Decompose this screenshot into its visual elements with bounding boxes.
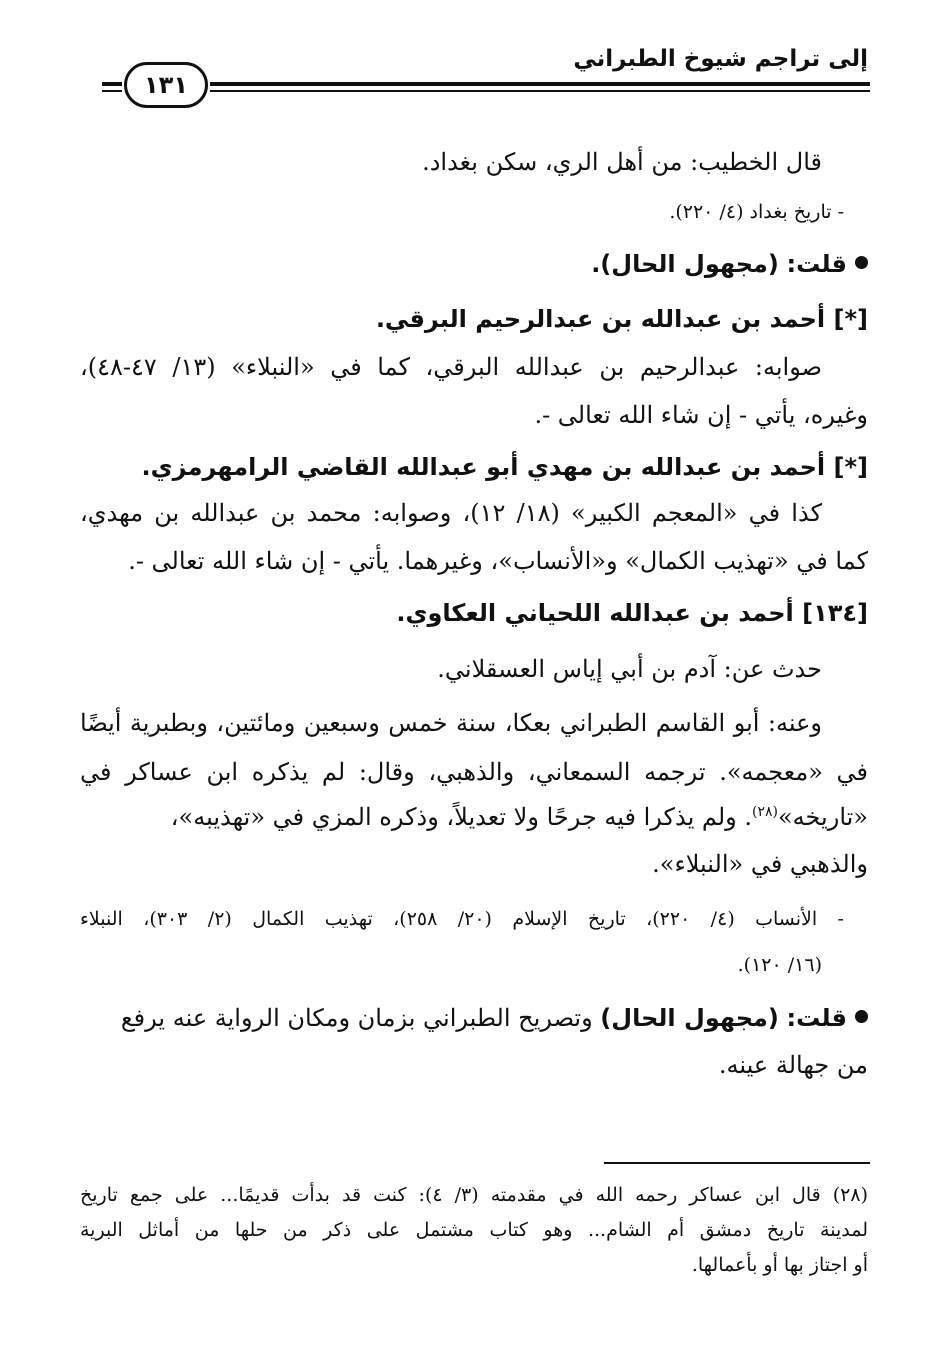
footnote-line: لمدينة تاريخ دمشق أم الشام... وهو كتاب مشتمل على ذكر من حلها من أماثل البرية [80, 1219, 868, 1241]
comment-text: وتصريح الطبراني بزمان ومكان الرواية عنه يرفع [120, 1004, 593, 1032]
reference-line: - الأنساب (٤/ ٢٢٠)، تاريخ الإسلام (٢٠/ ٢٥٨)، تهذيب الكمال (٢/ ٣٠٣)، النبلاء [80, 908, 844, 930]
text-line [80, 805, 868, 829]
text-line: حدث عن: آدم بن أبي إياس العسقلاني. [437, 655, 822, 683]
footnote-ref: (٢٨) [752, 804, 778, 820]
comment-line [80, 1006, 868, 1030]
comment-line [591, 252, 868, 276]
entry-heading: [*] أحمد بن عبدالله بن عبدالرحيم البرقي. [375, 305, 868, 333]
entry-heading: [*] أحمد بن عبدالله بن مهدي أبو عبدالله القاضي الرامهرمزي. [141, 453, 868, 481]
text-line: كما في «تهذيب الكمال» و«الأنساب»، وغيرهما. يأتي - إن شاء الله تعالى -. [128, 547, 868, 575]
text-run: «تاريخه» [778, 803, 868, 831]
text-line: وعنه: أبو القاسم الطبراني بعكا، سنة خمس وسبعين ومائتين، وبطبرية أيضًا [80, 709, 822, 737]
footnote-rule [604, 1162, 870, 1164]
footnote-line: أو اجتاز بها أو بأعمالها. [691, 1254, 868, 1276]
text-line: كذا في «المعجم الكبير» (١٨/ ١٢)، وصوابه: محمد بن عبدالله بن مهدي، [80, 499, 822, 527]
bullet-icon [855, 1010, 868, 1023]
comment-text: (مجهول الحال). [591, 250, 779, 278]
text-line: قال الخطيب: من أهل الري، سكن بغداد. [422, 148, 822, 176]
running-title: إلى تراجم شيوخ الطبراني [573, 46, 868, 72]
footnote-line: (٢٨) قال ابن عساكر رحمه الله في مقدمته (٣/ ٤): كنت قد بدأت قديمًا... على جمع تاريخ [80, 1184, 868, 1206]
text-line: والذهبي في «النبلاء». [652, 850, 868, 878]
reference-line: - تاريخ بغداد (٤/ ٢٢٠). [669, 201, 844, 223]
comment-label: قلت: [786, 1004, 847, 1032]
text-line: من جهالة عينه. [718, 1051, 868, 1079]
text-line: في «معجمه». ترجمه السمعاني، والذهبي، وقال: لم يذكره ابن عساكر في [80, 758, 868, 786]
text-line: وغيره، يأتي - إن شاء الله تعالى -. [534, 401, 868, 429]
page-number: ١٣١ [124, 62, 208, 108]
header-rule-thin [210, 90, 870, 92]
comment-bold: (مجهول الحال) [600, 1004, 779, 1032]
comment-label: قلت: [786, 250, 847, 278]
header-rule-left-thin [102, 90, 122, 92]
reference-line: (١٦/ ١٢٠). [737, 954, 822, 976]
entry-heading: [١٣٤] أحمد بن عبدالله اللحياني العكاوي. [396, 599, 868, 627]
header-rule-left [102, 82, 122, 86]
bullet-icon [855, 256, 868, 269]
text-line: صوابه: عبدالرحيم بن عبدالله البرقي، كما في «النبلاء» (١٣/ ٤٧-٤٨)، [80, 353, 822, 381]
header-rule [210, 82, 870, 86]
text-run: . ولم يذكرا فيه جرحًا ولا تعديلاً، وذكره المزي في «تهذيبه»، [170, 803, 753, 831]
